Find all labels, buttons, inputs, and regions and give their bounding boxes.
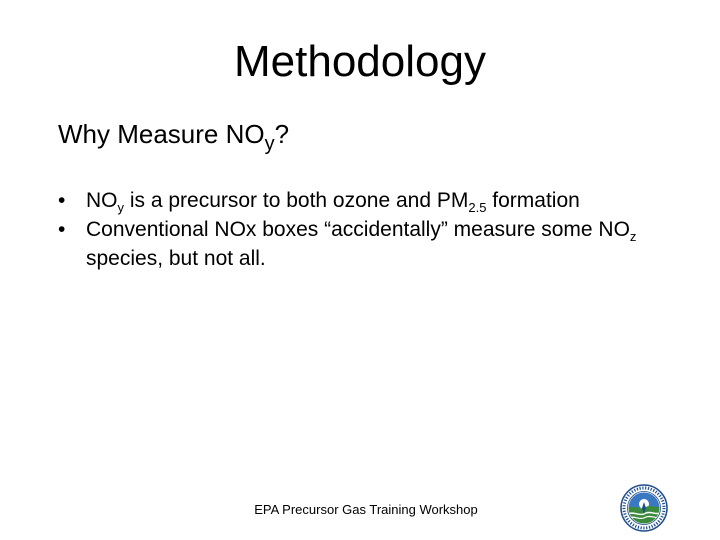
bullet-text: NO — [86, 189, 118, 212]
slide-footer: EPA Precursor Gas Training Workshop — [254, 502, 478, 517]
epa-seal-icon — [620, 484, 668, 532]
slide-subheading — [58, 118, 290, 155]
subheading-subscript: y — [264, 133, 275, 155]
bullet-item — [58, 215, 698, 273]
bullet-text: formation — [486, 189, 580, 212]
subheading-suffix: ? — [274, 119, 290, 149]
bullet-text: species, but not all. — [86, 247, 266, 270]
subheading-text: Why Measure NO — [58, 119, 265, 149]
bullet-marker: • — [58, 189, 66, 212]
slide-title: Methodology — [234, 37, 486, 86]
bullet-item — [58, 186, 698, 215]
bullet-subscript: y — [117, 200, 124, 215]
bullet-list — [58, 186, 698, 273]
bullet-text: is a precursor to both ozone and PM — [124, 189, 469, 212]
bullet-subscript: z — [629, 229, 637, 244]
bullet-subscript: 2.5 — [468, 200, 487, 215]
bullet-text: Conventional NOx boxes “accidentally” measure some NO — [86, 218, 630, 241]
bullet-marker: • — [58, 218, 66, 241]
